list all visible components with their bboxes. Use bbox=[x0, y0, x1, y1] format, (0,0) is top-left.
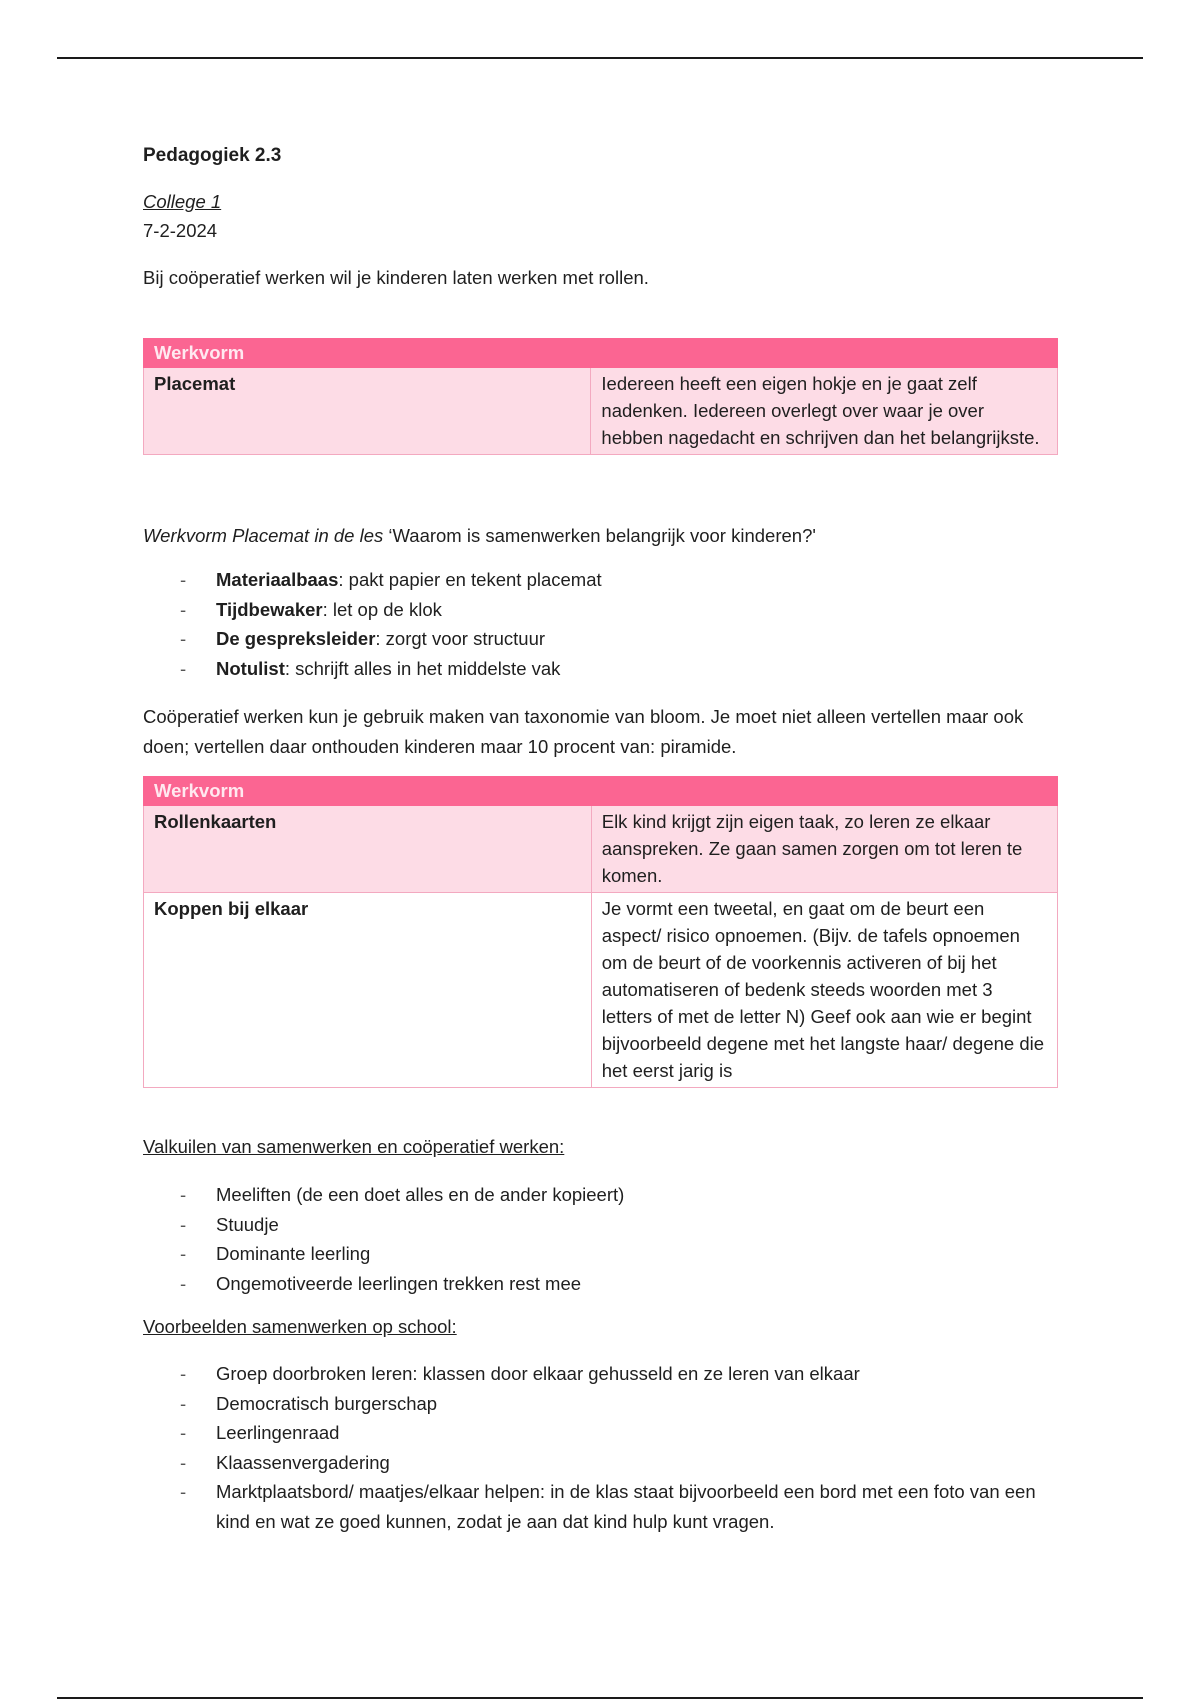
table-header: Werkvorm bbox=[144, 777, 1058, 806]
werkvorm-name: Koppen bij elkaar bbox=[144, 893, 592, 1088]
date-label: 7-2-2024 bbox=[143, 220, 218, 241]
werkvorm-name: Placemat bbox=[144, 368, 591, 455]
role-name: De gespreksleider bbox=[216, 628, 376, 649]
examples-list bbox=[143, 1359, 1058, 1536]
document-title: Pedagogiek 2.3 bbox=[143, 145, 282, 166]
intro-paragraph: Bij coöperatief werken wil je kinderen laten werken met rollen. bbox=[143, 267, 649, 288]
list-item: - Groep doorbroken leren: klassen door elkaar gehusseld en ze leren van elkaar bbox=[143, 1359, 1058, 1389]
page-bottom-rule bbox=[57, 1697, 1143, 1699]
role-name: Materiaalbaas bbox=[216, 569, 339, 590]
list-item bbox=[143, 654, 1058, 684]
werkvorm-description: Elk kind krijgt zijn eigen taak, zo leren ze elkaar aanspreken. Ze gaan samen zorgen om tot leren te komen. bbox=[591, 806, 1057, 893]
list-item: - Dominante leerling bbox=[143, 1239, 1058, 1269]
roles-list bbox=[143, 565, 1058, 683]
werkvorm-description: Je vormt een tweetal, en gaat om de beurt een aspect/ risico opnoemen. (Bijv. de tafels opnoemen om de beurt of de voorkennis activeren of bij het automatiseren of bedenk steeds woorden met 3 letters of met de letter N) Geef ook aan wie er begint bijvoorbeeld degene met het langste haar/ degene die het eerst jarig is bbox=[591, 893, 1057, 1088]
role-task: : zorgt voor structuur bbox=[375, 628, 546, 649]
list-item bbox=[143, 595, 1058, 625]
list-item bbox=[143, 624, 1058, 654]
examples-heading: Voorbeelden samenwerken op school: bbox=[143, 1316, 457, 1337]
list-item bbox=[143, 565, 1058, 595]
pitfalls-heading: Valkuilen van samenwerken en coöperatief werken: bbox=[143, 1136, 565, 1157]
list-item: - Marktplaatsbord/ maatjes/elkaar helpen: in de klas staat bijvoorbeeld een bord met een foto van een kind en wat ze goed kunnen, zodat je aan dat kind hulp kunt vragen. bbox=[143, 1477, 1058, 1536]
lesson-question: ‘Waarom is samenwerken belangrijk voor kinderen?' bbox=[383, 525, 816, 546]
college-label: College 1 bbox=[143, 191, 222, 212]
lesson-line bbox=[143, 525, 816, 547]
list-item: - Klaassenvergadering bbox=[143, 1448, 1058, 1478]
list-item: - Leerlingenraad bbox=[143, 1418, 1058, 1448]
table-header: Werkvorm bbox=[144, 339, 1058, 368]
table-row bbox=[144, 806, 1058, 893]
role-task: : pakt papier en tekent placemat bbox=[338, 569, 602, 590]
werkvorm-description: Iedereen heeft een eigen hokje en je gaat zelf nadenken. Iedereen overlegt over waar je over hebben nagedacht en schrijven dan het belangrijkste. bbox=[591, 368, 1058, 455]
role-task: : schrijft alles in het middelste vak bbox=[284, 657, 561, 679]
table-row bbox=[144, 893, 1058, 1088]
table-row bbox=[144, 368, 1058, 455]
page-top-rule bbox=[57, 57, 1143, 59]
role-name: Tijdbewaker bbox=[216, 598, 323, 620]
werkvorm-table-2 bbox=[143, 776, 1058, 1088]
pitfalls-list bbox=[143, 1180, 1058, 1298]
lesson-italic: Werkvorm Placemat in de les bbox=[143, 525, 384, 546]
list-item: - Meeliften (de een doet alles en de ander kopieert) bbox=[143, 1180, 1058, 1210]
role-name: Notulist bbox=[216, 657, 285, 679]
list-item: - Ongemotiveerde leerlingen trekken rest mee bbox=[143, 1269, 1058, 1299]
list-item: - Stuudje bbox=[143, 1210, 1058, 1240]
role-task: : let op de klok bbox=[322, 598, 442, 620]
werkvorm-table-1 bbox=[143, 338, 1058, 455]
werkvorm-name: Rollenkaarten bbox=[144, 806, 592, 893]
coop-paragraph: Coöperatief werken kun je gebruik maken van taxonomie van bloom. Je moet niet alleen vertellen maar ook doen; vertellen daar onthouden kinderen maar 10 procent van: piramide. bbox=[143, 706, 1024, 757]
list-item: - Democratisch burgerschap bbox=[143, 1389, 1058, 1419]
